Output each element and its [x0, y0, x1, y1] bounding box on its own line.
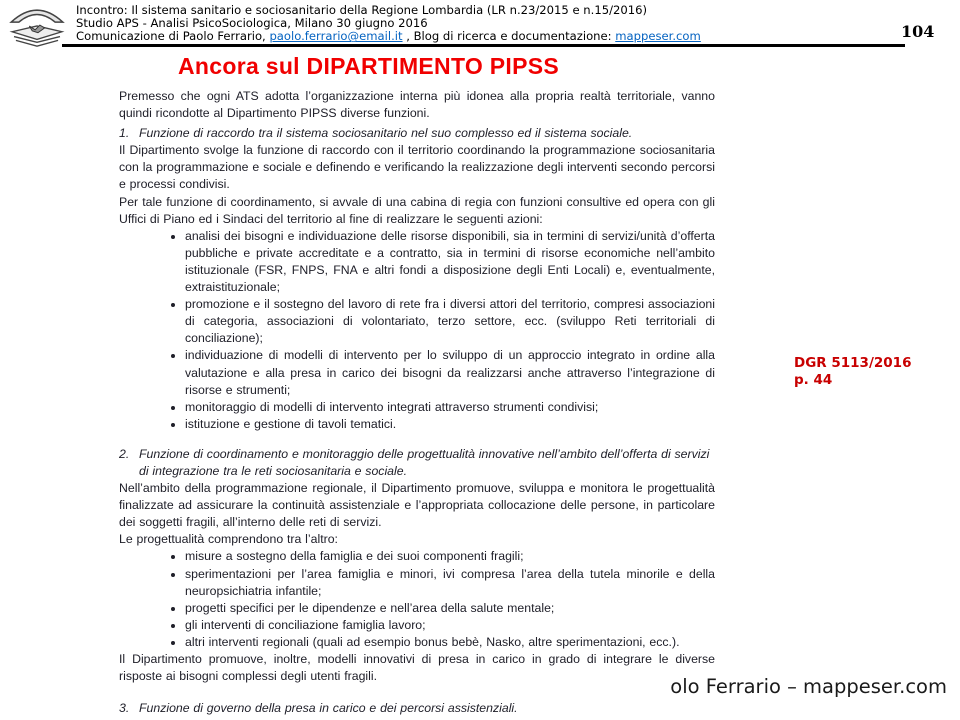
- aps-logo-icon: [8, 3, 66, 49]
- header-divider: [62, 44, 905, 47]
- header-line-3-sep: , Blog di ricerca e documentazione:: [402, 29, 616, 44]
- header-line-3-prefix: Comunicazione di Paolo Ferrario,: [76, 29, 270, 44]
- list-item: • sperimentazioni per l’area famiglia e minori, ivi compresa l’area della tutela minorile e della neuropsichiatria infantile;: [185, 566, 715, 600]
- function-1-number: 1.: [119, 126, 130, 141]
- list-item: • monitoraggio di modelli di intervento integrati attraverso strumenti condivisi;: [185, 399, 715, 416]
- header-line-1: Incontro: Il sistema sanitario e sociosanitario della Regione Lombardia (LR n.23/2015 e n.15/2016): [76, 3, 648, 17]
- function-3-heading: [119, 700, 715, 717]
- dgr-reference-line-2: p. 44: [794, 372, 833, 388]
- slide-title: Ancora sul DIPARTIMENTO PIPSS: [178, 53, 560, 79]
- function-1-bullet-list: [119, 228, 715, 433]
- list-item: • gli interventi di conciliazione famiglia lavoro;: [185, 617, 715, 634]
- function-2-paragraph-3: Il Dipartimento promuove, inoltre, modelli innovativi di presa in carico in grado di integrare le diverse risposte ai bisogni complessi degli utenti fragili.: [119, 652, 715, 684]
- page-number: 104: [901, 22, 935, 41]
- function-2-heading: [119, 446, 715, 480]
- function-3-title: Funzione di governo della presa in carico e dei percorsi assistenziali.: [139, 701, 518, 716]
- function-1-paragraph-1: Il Dipartimento svolge la funzione di raccordo con il territorio coordinando la programmazione sociosanitaria con la programmazione e sociale e definendo e verificando la realizzazione degli interventi secondo percorsi e processi condivisi.: [119, 143, 715, 192]
- list-item: • misure a sostegno della famiglia e dei suoi componenti fragili;: [185, 548, 715, 565]
- function-2-bullet-list: [119, 548, 715, 651]
- header-text: [76, 4, 876, 44]
- function-2-paragraph-1: Nell’ambito della programmazione regionale, il Dipartimento promuove, sviluppa e monitora le progettualità finalizzate ad assicurare la continuità assistenziale e l’appropriata collocazione delle persone, in particolare dei soggetti fragili, all’interno delle reti di servizi.: [119, 481, 715, 530]
- function-1-title: Funzione di raccordo tra il sistema sociosanitario nel suo complesso ed il sistema sociale.: [139, 126, 633, 141]
- list-item: • progetti specifici per le dipendenze e nell’area della salute mentale;: [185, 600, 715, 617]
- list-item: • promozione e il sostegno del lavoro di rete fra i diversi attori del territorio, compresi associazioni di categoria, associazioni di volontariato, terzo settore, ecc. (sviluppo Reti territoriali di conciliazione);: [185, 296, 715, 347]
- function-2-paragraph-2: Le progettualità comprendono tra l’altro:: [119, 532, 338, 547]
- list-item: • istituzione e gestione di tavoli tematici.: [185, 416, 715, 433]
- blog-link[interactable]: mappeser.com: [615, 29, 701, 44]
- footer-credit: olo Ferrario – mappeser.com: [670, 675, 947, 698]
- doc-intro: Premesso che ogni ATS adotta l’organizzazione interna più idonea alla propria realtà territoriale, vanno quindi ricondotte al Dipartimento PIPSS diverse funzioni.: [119, 89, 715, 121]
- header-line-3: [76, 30, 876, 43]
- email-link[interactable]: paolo.ferrario@email.it: [269, 29, 403, 44]
- function-3-number: 3.: [119, 701, 130, 716]
- list-item: • altri interventi regionali (quali ad esempio bonus bebè, Nasko, altre sperimentazioni, ecc.).: [185, 634, 715, 651]
- header-line-2: Studio APS - Analisi PsicoSociologica, Milano 30 giugno 2016: [76, 16, 428, 31]
- document-excerpt: [105, 84, 741, 720]
- list-item: • individuazione di modelli di intervento per lo sviluppo di un approccio integrato in ordine alla valutazione e alla presa in carico dei bisogni da realizzarsi anche attraverso l’integrazione di risorse e strumenti;: [185, 347, 715, 398]
- function-1-heading: [119, 125, 715, 142]
- list-item: • analisi dei bisogni e individuazione delle risorse disponibili, sia in termini di servizi/unità d’offerta pubbliche e private accreditate e a contratto, sia in termini di risorse economiche nell’ambito istituzionale (FSR, FNPS, FNA e altri fondi a disposizione degli Enti Locali) e, eventualmente, extraistituzionale;: [185, 228, 715, 296]
- function-2-title: Funzione di coordinamento e monitoraggio delle progettualità innovative nell’ambito dell’offerta di servizi di integrazione tra le reti sociosanitaria e sociale.: [139, 446, 710, 478]
- function-2-number: 2.: [119, 446, 130, 461]
- dgr-reference-annotation: [794, 355, 911, 389]
- function-1-paragraph-2: Per tale funzione di coordinamento, si avvale di una cabina di regia con funzioni consultive ed opera con gli Uffici di Piano ed i Sindaci del territorio al fine di realizzare le seguenti azioni:: [119, 194, 715, 226]
- dgr-reference-line-1: DGR 5113/2016: [794, 355, 912, 371]
